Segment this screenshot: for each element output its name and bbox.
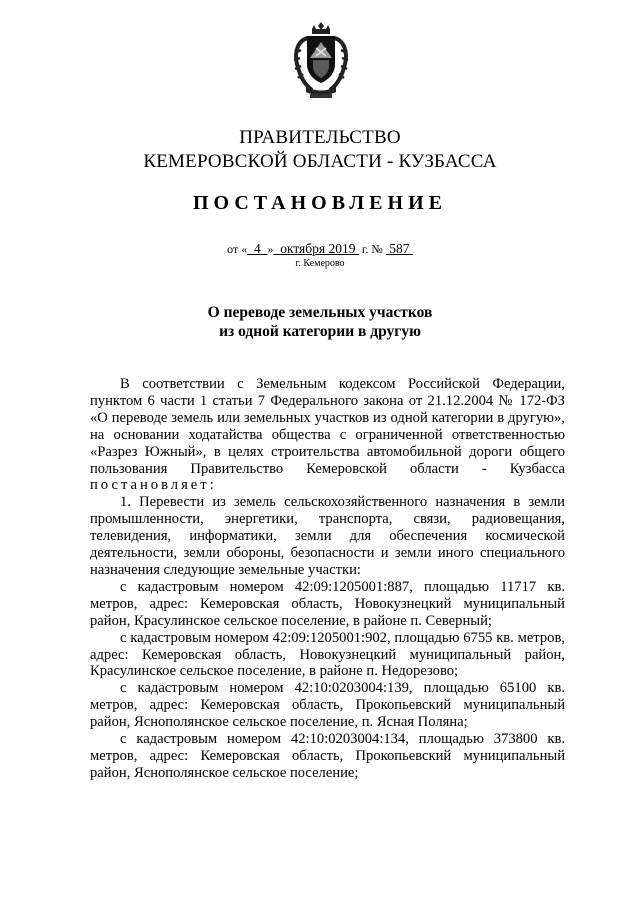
- document-type-heading: ПОСТАНОВЛЕНИЕ: [193, 192, 447, 214]
- date-year-suffix: г.: [361, 242, 369, 256]
- date-day: 4: [253, 241, 261, 256]
- number-sign: №: [371, 242, 383, 256]
- item-1-paragraph: 1. Перевести из земель сельскохозяйственного назначения в земли промышленности, энергетики, транспорта, связи, радиовещания, телевидения, информатики, земли для обеспечения космической деятельности, земли обороны, безопасности и земли иного специального назначения следующие земельные участки:: [90, 494, 565, 578]
- preamble-text: В соответствии с Земельным кодексом Российской Федерации, пунктом 6 части 1 статьи 7 Федерального закона от 21.12.2004 № 172-ФЗ «О переводе земель или земельных участков из одной категории в другую», на основании ходатайства общества с ограниченной ответственностью «Разрез Южный», в целях строительства автомобильной дороги общего пользования Правительство Кемеровской области - Кузбасса: [90, 376, 565, 477]
- subject-line2: из одной категории в другую: [219, 323, 421, 340]
- government-title-line2: КЕМЕРОВСКОЙ ОБЛАСТИ - КУЗБАССА: [143, 151, 497, 172]
- date-close-quote: »: [267, 242, 274, 256]
- document-body: [90, 376, 565, 782]
- date-number-line: [0, 241, 640, 257]
- document-number: 587: [389, 241, 410, 256]
- date-from-prefix: от «: [227, 242, 248, 256]
- coat-of-arms-icon: [292, 20, 350, 100]
- date-month-year: октября 2019: [280, 241, 356, 256]
- government-title-line1: ПРАВИТЕЛЬСТВО: [239, 127, 401, 148]
- plot-paragraph-3: с кадастровым номером 42:10:0203004:139, площадью 65100 кв. метров, адрес: Кемеровская область, Прокопьевский муниципальный район, Яснополянское сельское поселение, п. Ясная Поляна;: [90, 680, 565, 731]
- subject-line1: О переводе земельных участков: [207, 304, 433, 321]
- resolves-word: постановляет:: [90, 477, 217, 494]
- plot-paragraph-1: с кадастровым номером 42:09:1205001:887, площадью 11717 кв. метров, адрес: Кемеровская область, Новокузнецкий муниципальный район, Красулинское сельское поселение, в районе п. Северный;: [90, 578, 565, 629]
- preamble-paragraph: [90, 376, 565, 494]
- plot-paragraph-2: с кадастровым номером 42:09:1205001:902, площадью 6755 кв. метров, адрес: Кемеровская область, Новокузнецкий муниципальный район, Красулинское сельское поселение, в районе п. Недорезово;: [90, 629, 565, 680]
- document-subject: [0, 303, 640, 341]
- issue-place: г. Кемерово: [295, 258, 345, 269]
- plot-paragraph-4: с кадастровым номером 42:10:0203004:134, площадью 373800 кв. метров, адрес: Кемеровская область, Прокопьевский муниципальный район, Яснополянское сельское поселение;: [90, 731, 565, 781]
